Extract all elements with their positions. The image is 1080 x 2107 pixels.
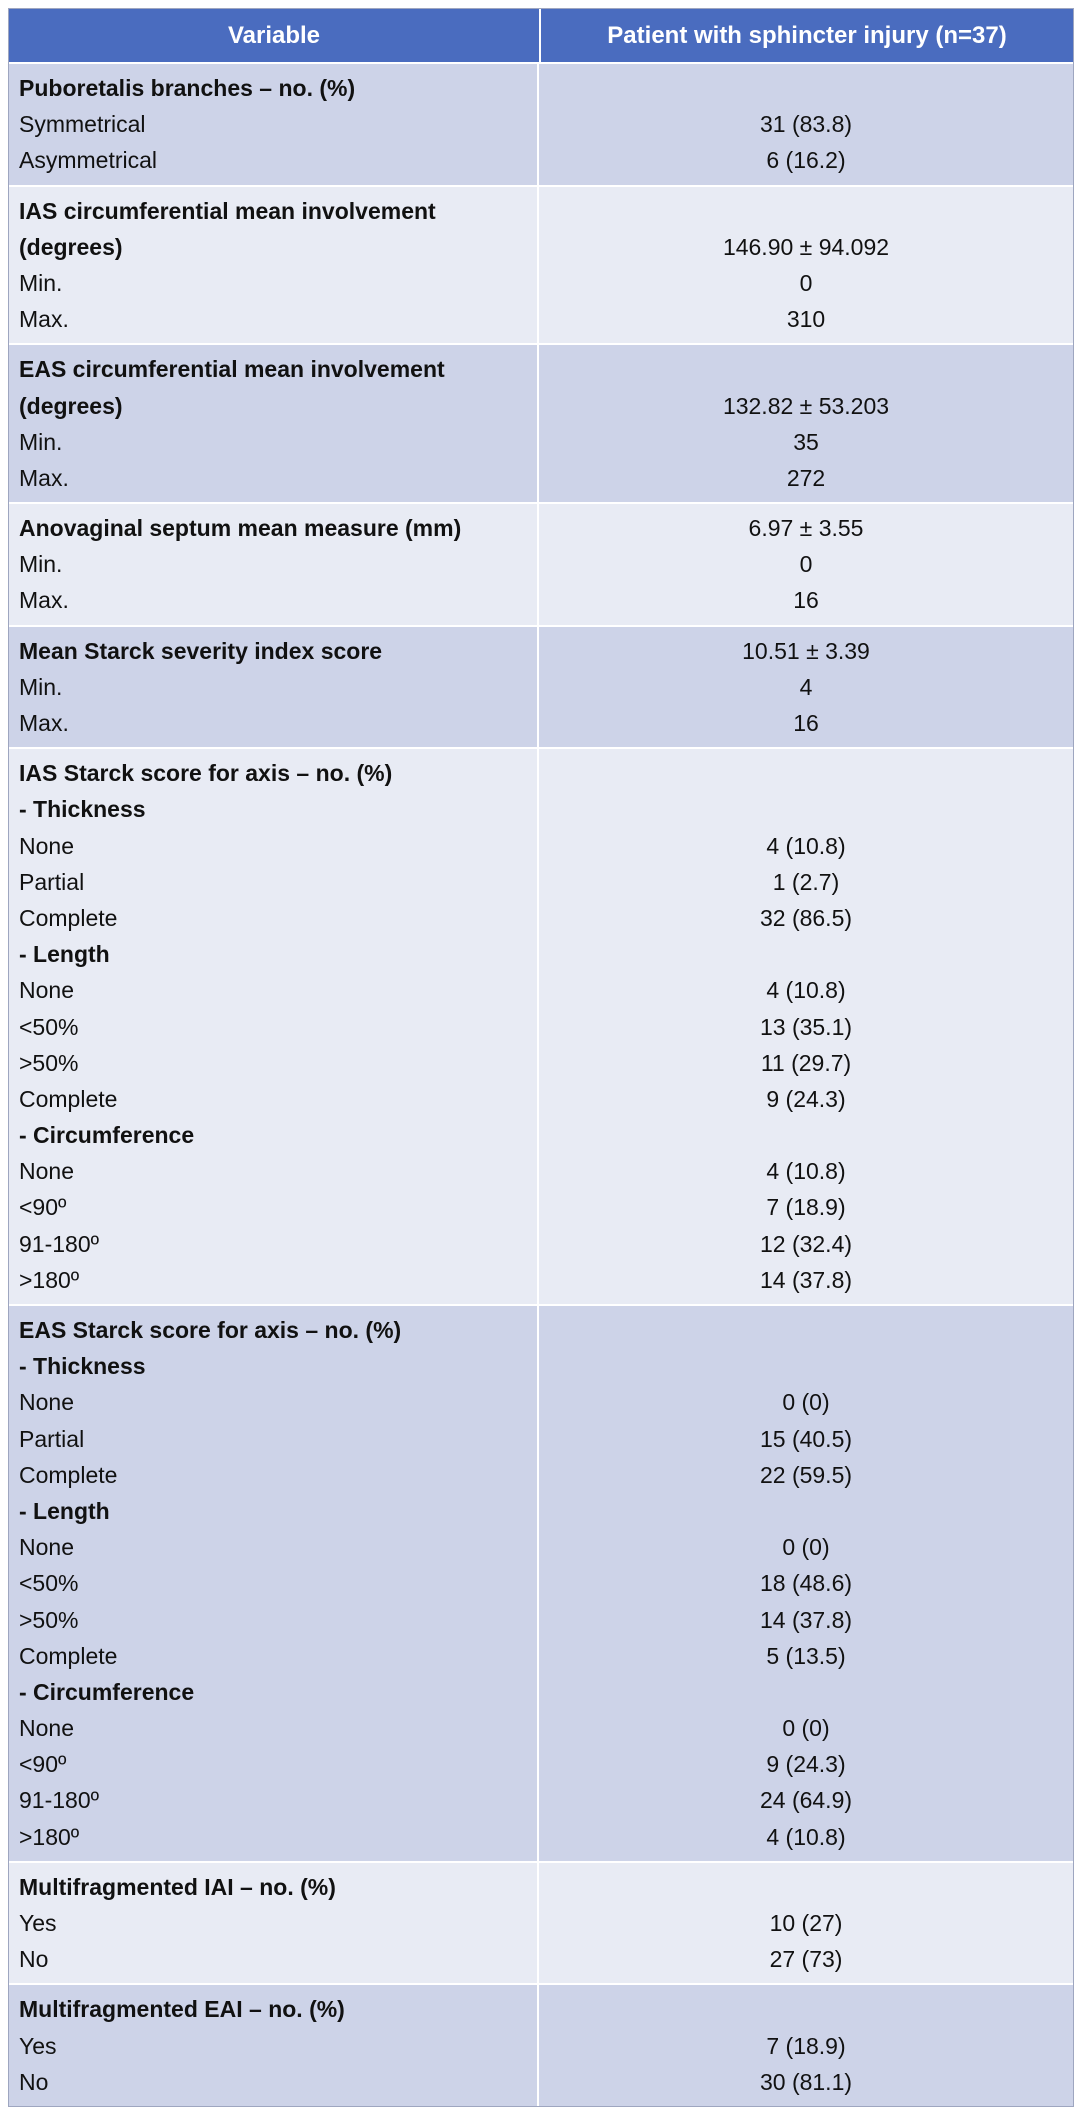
variable-value: 4 (10.8) (766, 977, 846, 1004)
table-row-group (9, 1861, 1073, 1984)
variable-label: - Length (19, 1497, 110, 1524)
value-cell (539, 1306, 1073, 1861)
variable-label: Complete (19, 1642, 118, 1669)
table-header (9, 9, 1073, 62)
variable-value: 10.51 ± 3.39 (742, 637, 870, 664)
variable-value (539, 1674, 1073, 1710)
variable-cell (9, 749, 539, 1304)
variable-label: IAS circumferential mean involvement (19, 197, 436, 224)
variable-label: Complete (19, 1085, 118, 1112)
variable-value (539, 755, 1073, 791)
variable-value (539, 1869, 1073, 1905)
table-row-group (9, 185, 1073, 344)
variable-value (539, 1493, 1073, 1529)
variable-value: 4 (10.8) (766, 1158, 846, 1185)
variable-value: 132.82 ± 53.203 (722, 392, 890, 419)
variable-cell (9, 187, 539, 344)
value-cell (539, 64, 1073, 185)
variable-label: None (19, 832, 74, 859)
variable-value: 0 (0) (782, 1389, 830, 1416)
value-cell (539, 1985, 1073, 2106)
variable-label: Min. (19, 673, 63, 700)
variable-label: (degrees) (19, 233, 123, 260)
variable-label: No (19, 1946, 49, 1973)
variable-value: 4 (10.8) (766, 832, 846, 859)
variable-value: 24 (64.9) (759, 1787, 853, 1814)
variable-label: Mean Starck severity index score (19, 637, 383, 664)
variable-value (539, 351, 1073, 387)
variable-label: - Thickness (19, 796, 146, 823)
variable-label: >50% (19, 1049, 79, 1076)
variable-label: Max. (19, 464, 69, 491)
variable-label: <90º (19, 1194, 67, 1221)
header-patients: Patient with sphincter injury (n=37) (607, 21, 1007, 49)
header-variable: Variable (9, 9, 541, 62)
variable-value (539, 936, 1073, 972)
variable-label: Symmetrical (19, 111, 146, 138)
variable-value: 9 (24.3) (766, 1751, 846, 1778)
variable-label: None (19, 1158, 74, 1185)
variable-label: None (19, 1715, 74, 1742)
table-row-group (9, 1983, 1073, 2106)
variable-label: None (19, 977, 74, 1004)
value-cell (539, 627, 1073, 748)
variable-label: Min. (19, 428, 63, 455)
variable-label: Complete (19, 904, 118, 931)
variable-label: - Length (19, 941, 110, 968)
variable-label: Yes (19, 1910, 57, 1936)
variable-value (539, 1991, 1073, 2027)
variable-value: 146.90 ± 94.092 (722, 233, 890, 260)
value-cell (539, 504, 1073, 625)
variable-value: 0 (799, 269, 813, 296)
value-cell (539, 1863, 1073, 1984)
variable-label: Partial (19, 868, 85, 895)
variable-label: Multifragmented EAI – no. (%) (19, 1996, 345, 2023)
variable-label: Anovaginal septum mean measure (mm) (19, 515, 462, 542)
variable-label: - Circumference (19, 1678, 195, 1705)
variable-value: 14 (37.8) (759, 1606, 853, 1633)
variable-label: Min. (19, 551, 63, 578)
table-body (9, 62, 1073, 2106)
variable-label: <50% (19, 1013, 79, 1040)
variable-value: 15 (40.5) (759, 1425, 853, 1452)
variable-value (539, 1117, 1073, 1153)
variable-value: 4 (799, 673, 813, 700)
variable-label: 91-180º (19, 1787, 100, 1814)
variable-label: EAS Starck score for axis – no. (%) (19, 1317, 402, 1343)
results-table (8, 8, 1074, 2107)
value-cell (539, 345, 1073, 502)
variable-value (539, 70, 1073, 106)
variable-value: 0 (0) (782, 1534, 830, 1561)
variable-label: 91-180º (19, 1230, 100, 1257)
variable-label: Max. (19, 710, 69, 736)
variable-value: 6.97 ± 3.55 (748, 515, 864, 542)
variable-label: Multifragmented IAI – no. (%) (19, 1873, 336, 1900)
variable-cell (9, 345, 539, 502)
table-row-group (9, 1304, 1073, 1861)
variable-label: >50% (19, 1606, 79, 1633)
table-row-group (9, 62, 1073, 185)
variable-label: - Thickness (19, 1353, 146, 1380)
variable-label: None (19, 1534, 74, 1561)
variable-value (539, 1312, 1073, 1348)
variable-label: Partial (19, 1425, 85, 1452)
variable-value: 13 (35.1) (759, 1013, 853, 1040)
variable-label: Max. (19, 587, 69, 614)
variable-label: >180º (19, 1266, 80, 1293)
variable-cell (9, 504, 539, 625)
variable-value: 272 (786, 464, 826, 491)
variable-value: 10 (27) (769, 1910, 843, 1936)
variable-value: 310 (786, 306, 826, 333)
variable-label: - Circumference (19, 1122, 195, 1149)
table-row-group (9, 625, 1073, 748)
variable-label: Min. (19, 269, 63, 296)
table-row-group (9, 502, 1073, 625)
variable-value: 11 (29.7) (760, 1049, 852, 1076)
variable-label: IAS Starck score for axis – no. (%) (19, 760, 393, 787)
variable-value: 5 (13.5) (766, 1642, 846, 1669)
variable-value: 0 (799, 551, 813, 578)
variable-cell (9, 1306, 539, 1861)
variable-value: 30 (81.1) (759, 2068, 853, 2095)
variable-value (539, 1348, 1073, 1384)
variable-value: 14 (37.8) (759, 1266, 853, 1293)
variable-label: <90º (19, 1751, 67, 1778)
variable-label: No (19, 2068, 49, 2095)
variable-value: 7 (18.9) (766, 2032, 846, 2059)
variable-cell (9, 627, 539, 748)
variable-label: Puboretalis branches – no. (%) (19, 75, 356, 101)
variable-value: 0 (0) (782, 1715, 830, 1742)
variable-value (539, 193, 1073, 229)
table-row-group (9, 343, 1073, 502)
variable-value: 6 (16.2) (766, 147, 846, 174)
table-row-group (9, 747, 1073, 1304)
variable-label: >180º (19, 1823, 80, 1850)
value-cell (539, 749, 1073, 1304)
variable-value: 27 (73) (769, 1946, 843, 1973)
variable-value: 18 (48.6) (759, 1570, 853, 1597)
variable-value: 16 (793, 587, 819, 614)
variable-value: 35 (793, 428, 819, 455)
variable-cell (9, 1863, 539, 1984)
variable-value: 12 (32.4) (759, 1230, 853, 1257)
variable-label: Max. (19, 306, 69, 333)
value-cell (539, 187, 1073, 344)
variable-label: None (19, 1389, 74, 1416)
variable-value: 32 (86.5) (759, 904, 853, 931)
variable-label: Asymmetrical (19, 147, 158, 174)
variable-cell (9, 64, 539, 185)
variable-value: 7 (18.9) (766, 1194, 846, 1221)
variable-label: EAS circumferential mean involvement (19, 356, 445, 383)
variable-label: (degrees) (19, 392, 123, 419)
variable-label: <50% (19, 1570, 79, 1597)
variable-value (539, 791, 1073, 827)
variable-label: Complete (19, 1461, 118, 1488)
variable-value: 4 (10.8) (766, 1823, 846, 1850)
variable-value: 22 (59.5) (759, 1461, 853, 1488)
variable-cell (9, 1985, 539, 2106)
variable-value: 9 (24.3) (766, 1085, 846, 1112)
variable-label: Yes (19, 2032, 57, 2059)
variable-value: 16 (793, 710, 819, 736)
variable-value: 1 (2.7) (772, 868, 840, 895)
variable-value: 31 (83.8) (759, 111, 853, 138)
